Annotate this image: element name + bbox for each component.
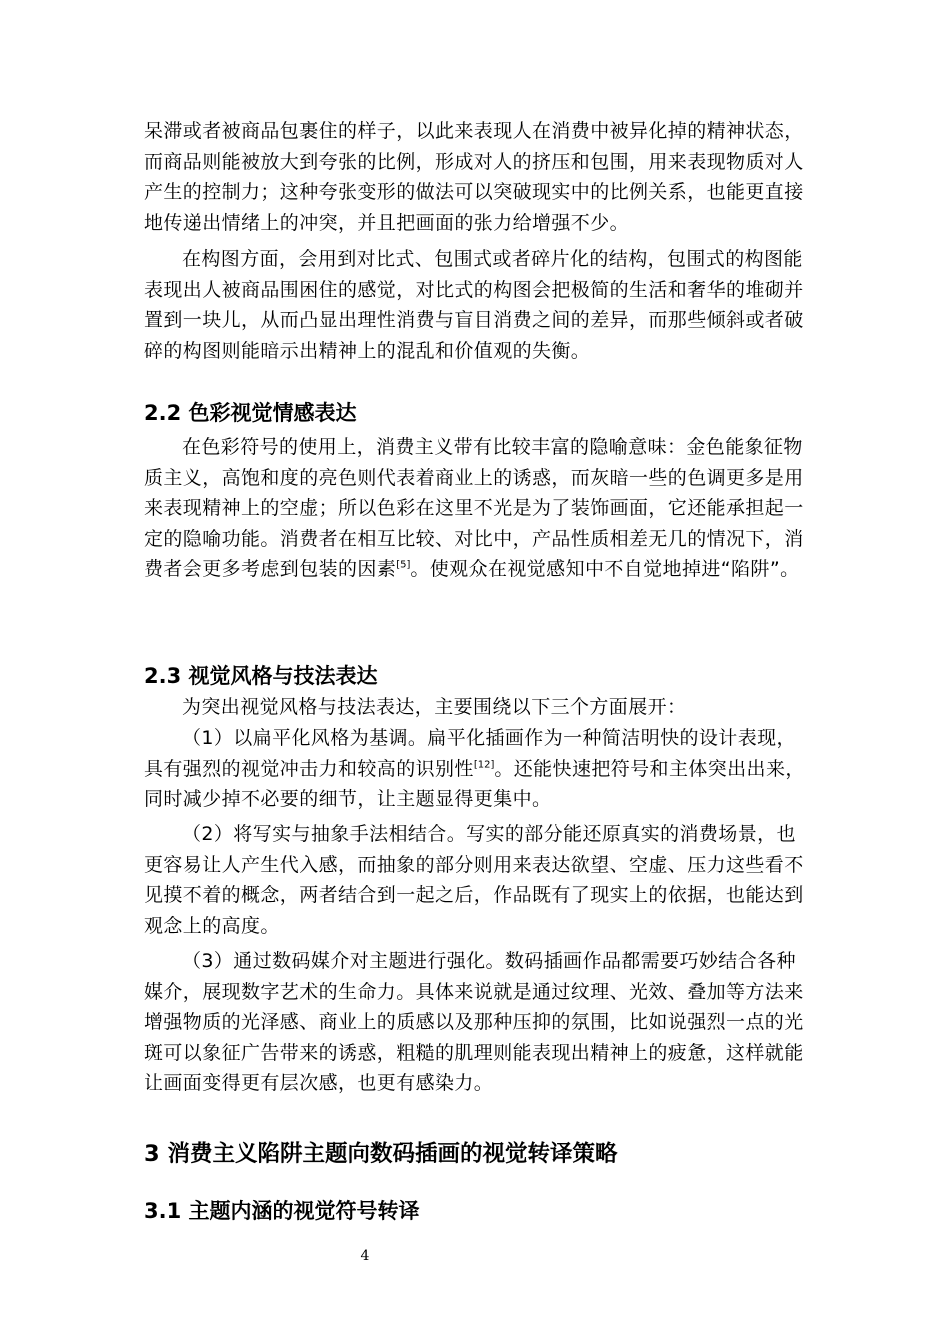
body-text: （1）以扁平化风格为基调。扁平化插画作为一种简洁明快的设计表现，具有强烈的视觉冲击力和较高的识别性 <box>144 727 796 780</box>
citation-ref: [12] <box>473 759 495 771</box>
list-item-paragraph: （3）通过数码媒介对主题进行强化。数码插画作品都需要巧妙结合各种媒介，展现数字艺术的生命力。具体来说就是通过纹理、光效、叠加等方法来增强物质的光泽感、商业上的质感以及那种压抑的氛围，比如说强烈一点的光斑可以象征广告带来的诱惑，粗糙的肌理则能表现出精神上的疲惫，这样就能让画面变得更有层次感，也更有感染力。 <box>144 950 804 1095</box>
body-paragraph: 在构图方面，会用到对比式、包围式或者碎片化的结构，包围式的构图能表现出人被商品围困住的感觉，对比式的构图会把极简的生活和奢华的堆砌并置到一块儿，从而凸显出理性消费与盲目消费之间的差异，而那些倾斜或者破碎的构图则能暗示出精神上的混乱和价值观的失衡。 <box>144 248 804 362</box>
list-item-paragraph: （2）将写实与抽象手法相结合。写实的部分能还原真实的消费场景，也更容易让人产生代入感，而抽象的部分则用来表达欲望、空虚、压力这些看不见摸不着的概念，两者结合到一起之后，作品既有了现实上的依据，也能达到观念上的高度。 <box>144 823 804 937</box>
section-heading: 3.1 主题内涵的视觉符号转译 <box>144 1199 420 1223</box>
body-text: 在色彩符号的使用上，消费主义带有比较丰富的隐喻意味：金色能象征物质主义，高饱和度的亮色则代表着商业上的诱惑，而灰暗一些的色调更多是用来表现精神上的空虚；所以色彩在这里不光是为了装饰画面，它还能承担起一定的隐喻功能。消费者在相互比较、对比中，产品性质相差无几的情况下，消费者会更多考虑到包装的因素 <box>144 436 804 581</box>
list-item-paragraph <box>144 723 809 815</box>
body-paragraph: 为突出视觉风格与技法表达，主要围绕以下三个方面展开： <box>182 696 687 718</box>
body-text: 。还能快速把符号和主体突出出来，同时减少掉不必要的细节，让主题显得更集中。 <box>144 757 805 811</box>
citation-ref: [5] <box>396 560 411 572</box>
section-heading: 2.2 色彩视觉情感表达 <box>144 401 357 425</box>
body-text: 。使观众在视觉感知中不自觉地掉进“陷阱”。 <box>410 558 800 581</box>
chapter-heading: 3 消费主义陷阱主题向数码插画的视觉转译策略 <box>144 1141 618 1167</box>
section-heading: 2.3 视觉风格与技法表达 <box>144 664 378 688</box>
page-number: 4 <box>360 1248 370 1264</box>
body-paragraph <box>144 432 809 585</box>
body-paragraph: 呆滞或者被商品包裹住的样子，以此来表现人在消费中被异化掉的精神状态，而商品则能被放大到夸张的比例，形成对人的挤压和包围，用来表现物质对人产生的控制力；这种夸张变形的做法可以突破现实中的比例关系，也能更直接地传递出情绪上的冲突，并且把画面的张力给增强不少。 <box>144 120 804 234</box>
